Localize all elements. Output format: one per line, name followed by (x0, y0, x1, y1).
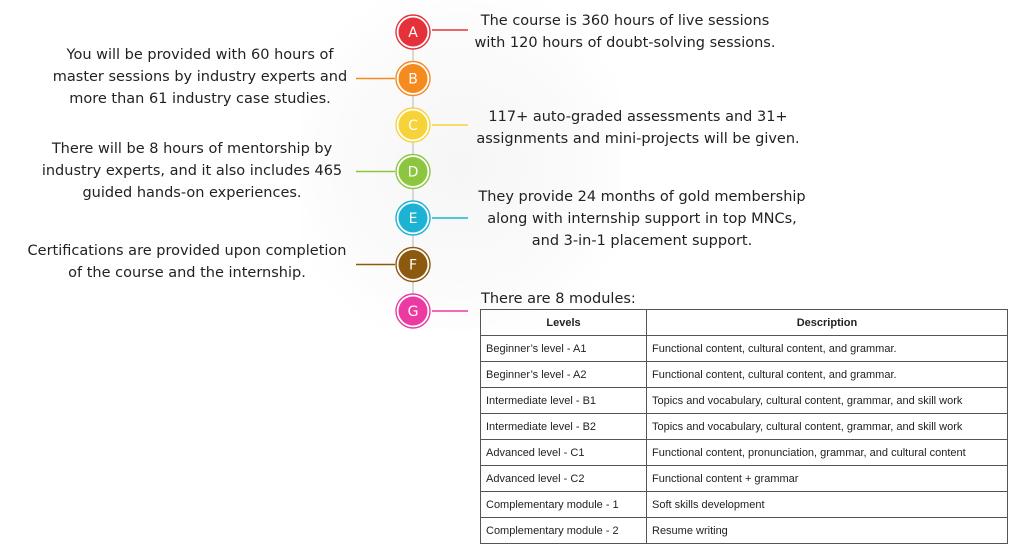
timeline-node-b (396, 62, 430, 96)
level-cell: Beginner’s level - A1 (481, 336, 647, 362)
node-letter: E (408, 211, 418, 227)
node-letter: C (408, 118, 418, 134)
description-cell: Functional content, cultural content, and grammar. (647, 336, 1008, 362)
node-d-description: There will be 8 hours of mentorship by industry experts, and it also includes 465 guided hands-on experiences. (41, 141, 343, 201)
table-row (481, 492, 1008, 518)
node-a-description: The course is 360 hours of live sessions with 120 hours of doubt-solving sessions. (474, 13, 776, 51)
modules-table (480, 309, 1008, 544)
level-cell: Intermediate level - B2 (481, 414, 647, 440)
level-cell: Advanced level - C2 (481, 466, 647, 492)
table-row (481, 466, 1008, 492)
timeline-node-a (396, 15, 430, 49)
timeline-node-f (396, 248, 430, 282)
node-letter: F (408, 257, 418, 274)
node-c-description: 117+ auto-graded assessments and 31+ assignments and mini-projects will be given. (476, 109, 800, 147)
timeline-node-g (396, 294, 430, 328)
node-f-description: Certifications are provided upon completion of the course and the internship. (27, 243, 347, 281)
timeline-node-d (396, 155, 430, 189)
node-letter: G (407, 304, 419, 320)
header-description: Description (647, 310, 1008, 336)
node-b-description: You will be provided with 60 hours of master sessions by industry experts and more than 61 industry case studies. (52, 47, 348, 107)
node-g-description: There are 8 modules: (481, 291, 636, 307)
timeline-node-e (396, 201, 430, 235)
node-letter: B (408, 71, 418, 88)
description-cell: Soft skills development (647, 492, 1008, 518)
description-cell: Functional content + grammar (647, 466, 1008, 492)
table-row (481, 336, 1008, 362)
table-row (481, 414, 1008, 440)
timeline-nodes (356, 15, 468, 328)
timeline-node-c (396, 108, 430, 142)
table-row (481, 388, 1008, 414)
level-cell: Intermediate level - B1 (481, 388, 647, 414)
table-row (481, 440, 1008, 466)
table-row (481, 362, 1008, 388)
description-cell: Topics and vocabulary, cultural content, grammar, and skill work (647, 414, 1008, 440)
description-cell: Topics and vocabulary, cultural content, grammar, and skill work (647, 388, 1008, 414)
level-cell: Advanced level - C1 (481, 440, 647, 466)
node-letter: D (407, 164, 419, 181)
level-cell: Complementary module - 2 (481, 518, 647, 544)
description-cell: Functional content, cultural content, and grammar. (647, 362, 1008, 388)
level-cell: Beginner’s level - A2 (481, 362, 647, 388)
level-cell: Complementary module - 1 (481, 492, 647, 518)
description-cell: Resume writing (647, 518, 1008, 544)
table-row (481, 518, 1008, 544)
header-levels: Levels (481, 310, 647, 336)
node-e-description: They provide 24 months of gold membership along with internship support in top MNCs, and 3-in-1 placement support. (478, 189, 806, 249)
description-cell: Functional content, pronunciation, grammar, and cultural content (647, 440, 1008, 466)
node-letter: A (408, 25, 418, 41)
table-header-row (481, 310, 1008, 336)
